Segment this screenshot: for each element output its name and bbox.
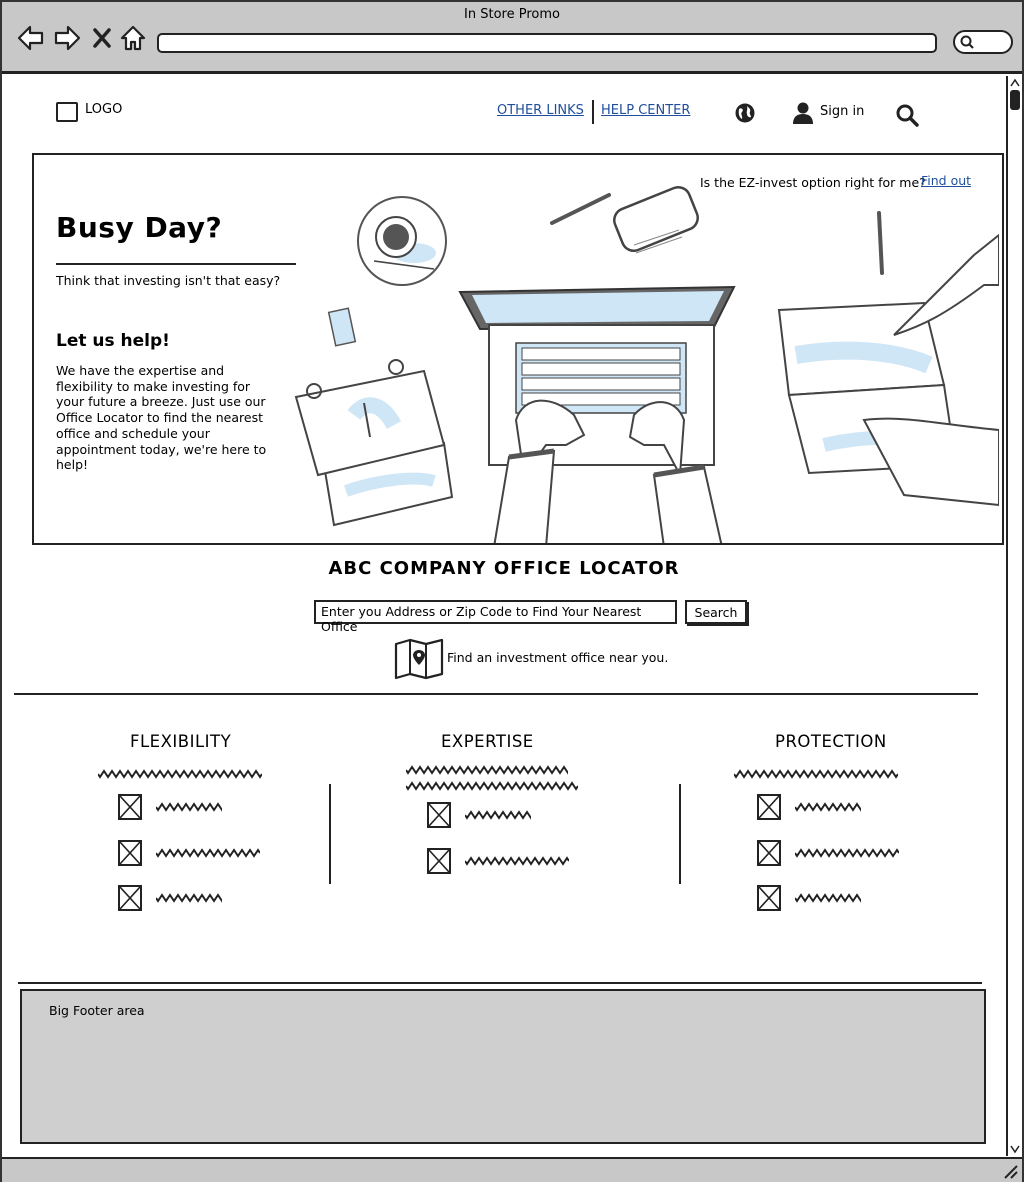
column-divider [679,784,681,884]
close-icon[interactable] [92,24,112,52]
scroll-down-arrow-icon[interactable] [1010,1144,1020,1154]
checkbox-icon[interactable] [427,848,451,874]
address-bar[interactable] [157,33,937,53]
hero-subtitle: Think that investing isn't that easy? [56,273,281,288]
checkbox-icon[interactable] [118,840,142,866]
window-title: In Store Promo [464,7,560,22]
placeholder-text [406,765,568,775]
back-icon[interactable] [16,24,44,52]
placeholder-text [795,848,899,858]
checkbox-icon[interactable] [757,885,781,911]
hero-banner [32,153,1004,545]
logo-icon [56,102,78,122]
placeholder-text [465,810,531,820]
user-icon[interactable] [792,101,814,125]
search-icon[interactable] [895,103,919,127]
browser-search-box[interactable] [953,30,1013,54]
expertise-title: EXPERTISE [441,732,534,751]
laptop-sketch [460,287,734,545]
checkbox-icon[interactable] [757,794,781,820]
find-out-link[interactable]: Find out [921,173,972,188]
coffee-cup-sketch [358,197,446,285]
placeholder-text [734,769,898,779]
notepad-sketch [296,360,452,525]
hero-paragraph: We have the expertise and flexibility to make investing for your future a breeze. Just use our Office Locator to find the nearest office and schedule your appointment today, we're here to help! [56,363,267,473]
placeholder-text [156,893,222,903]
address-search-input[interactable]: Enter you Address or Zip Code to Find Your Nearest Office [314,600,677,624]
resize-handle-icon[interactable] [1002,1163,1018,1179]
checkbox-icon[interactable] [427,802,451,828]
footer [20,989,986,1144]
placeholder-text [406,781,578,791]
placeholder-text [156,802,222,812]
scrollbar-thumb[interactable] [1010,90,1020,110]
footer-divider [18,982,982,984]
browser-toolbar [2,2,1022,74]
hero-title: Busy Day? [56,211,223,244]
placeholder-text [465,856,569,866]
checkbox-icon[interactable] [118,885,142,911]
placeholder-text [98,769,262,779]
flexibility-title: FLEXIBILITY [130,732,232,751]
hero-divider [56,263,296,265]
footer-label: Big Footer area [49,1003,145,1018]
column-divider [329,784,331,884]
protection-title: PROTECTION [775,732,887,751]
locator-title: ABC COMPANY OFFICE LOCATOR [328,558,680,579]
locator-search-button[interactable]: Search [685,600,747,624]
search-icon [960,35,974,49]
globe-icon[interactable] [734,102,756,124]
checkbox-icon[interactable] [118,794,142,820]
logo-label: LOGO [85,102,123,117]
link-divider [592,100,594,124]
forward-icon[interactable] [54,24,82,52]
status-bar [2,1157,1022,1182]
workspace-illustration [284,175,999,545]
hero-question: Is the EZ-invest option right for me? [700,175,926,190]
section-divider [14,693,978,695]
other-links-link[interactable]: OTHER LINKS [497,103,584,118]
checkbox-icon[interactable] [757,840,781,866]
placeholder-text [156,848,260,858]
map-icon [394,638,444,680]
sign-in-link[interactable]: Sign in [820,104,865,119]
placeholder-text [795,802,861,812]
locator-note: Find an investment office near you. [447,650,669,665]
hero-heading: Let us help! [56,331,170,351]
vertical-scrollbar[interactable] [1006,76,1022,1156]
scroll-up-arrow-icon[interactable] [1010,78,1020,88]
help-center-link[interactable]: HELP CENTER [601,103,691,118]
home-icon[interactable] [119,24,147,52]
placeholder-text [795,893,861,903]
documents-sketch [779,235,999,505]
